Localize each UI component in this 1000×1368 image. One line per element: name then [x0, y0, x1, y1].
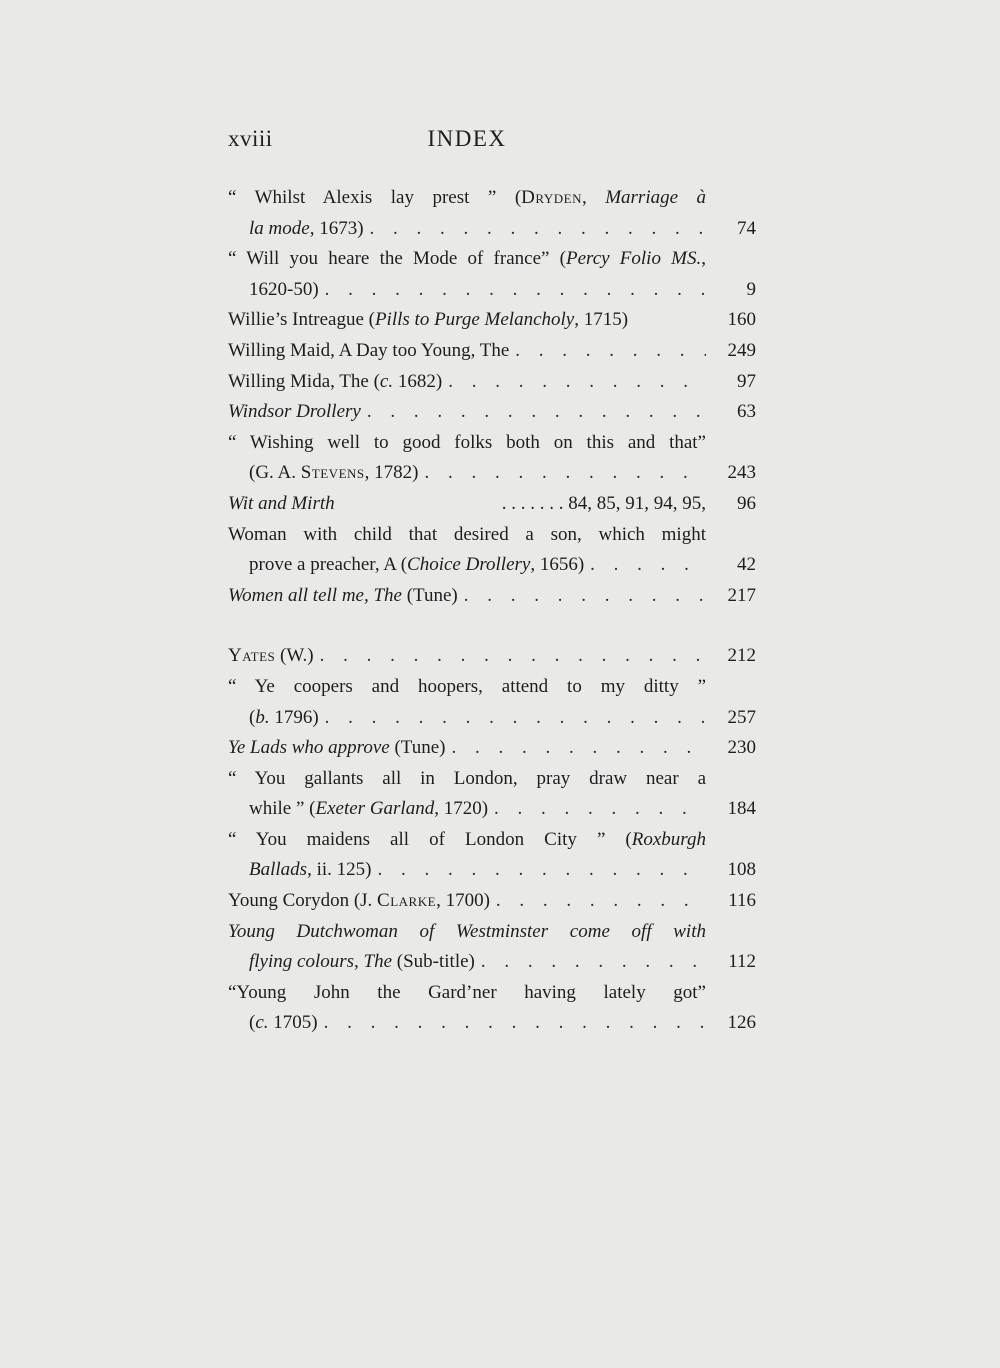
- entry-line: (c. 1705) . . . 126: [228, 1008, 706, 1039]
- dot-leader: [509, 336, 706, 367]
- index-entry: [228, 367, 756, 398]
- entry-line: Women all tell me, The (Tune) . . . 217: [228, 581, 706, 612]
- dot-leader: [371, 855, 706, 886]
- dot-leader: [442, 367, 706, 398]
- page-reference: 97: [737, 370, 756, 392]
- entry-line: Young Dutchwoman of Westminster come off with: [228, 920, 706, 942]
- entry-line: (G. A. Stevens, 1782) . . . 243: [228, 458, 706, 489]
- entry-line: Yates (W.) . . . 212: [228, 641, 706, 672]
- entry-line: “ Whilst Alexis lay prest ” (Dryden, Marriage à: [228, 187, 707, 208]
- entry-line: Woman with child that desired a son, which might: [228, 523, 706, 545]
- index-entry: [228, 825, 756, 886]
- entry-line: “ Wishing well to good folks both on this and that”: [228, 431, 706, 453]
- entry-line: “Young John the Gard’ner having lately got”: [228, 981, 706, 1003]
- index-list: [228, 183, 756, 1039]
- index-entry: [228, 489, 756, 520]
- section-gap: [228, 611, 706, 641]
- dot-leader: [584, 550, 706, 581]
- entry-line: 1620-50) . . . 9: [228, 275, 706, 306]
- index-entry: [228, 397, 756, 428]
- index-entry: [228, 641, 756, 672]
- dot-leader: [361, 397, 706, 428]
- dot-leader: [319, 703, 706, 734]
- page-reference: 42: [737, 554, 756, 576]
- page-reference: 184: [727, 798, 756, 820]
- entry-line: la mode, 1673) . . . 74: [228, 214, 706, 245]
- page-reference: 126: [727, 1012, 756, 1034]
- dot-leader: [418, 458, 706, 489]
- entry-line: “ Will you heare the Mode of france” (Percy Folio MS.,: [228, 248, 706, 270]
- index-entry: [228, 336, 756, 367]
- dot-leader: [314, 641, 706, 672]
- entry-line: (b. 1796) . . . 257: [228, 703, 706, 734]
- entry-line: Ye Lads who approve (Tune) . . . 230: [228, 733, 706, 764]
- index-entry: [228, 978, 756, 1039]
- dot-leader: [445, 733, 706, 764]
- index-entry: [228, 764, 756, 825]
- page-reference: 74: [737, 217, 756, 239]
- dot-leader: [490, 886, 706, 917]
- running-title: INDEX: [427, 126, 507, 151]
- dot-leader: [488, 794, 706, 825]
- index-entry: [228, 672, 756, 733]
- index-entry: [228, 183, 756, 244]
- page-reference: 249: [727, 339, 756, 361]
- page-reference: 160: [727, 309, 756, 331]
- entry-line: prove a preacher, A (Choice Drollery, 1656) . . . 42: [228, 550, 706, 581]
- entry-line: flying colours, The (Sub-title) . . . 112: [228, 947, 706, 978]
- page-reference: 212: [727, 645, 756, 667]
- page-reference: 108: [727, 859, 756, 881]
- entry-line: Willie’s Intreague (Pills to Purge Melancholy, 1715) 160: [228, 305, 706, 336]
- page-reference: 230: [727, 737, 756, 759]
- index-entry: [228, 244, 756, 305]
- dot-leader: [364, 214, 706, 245]
- entry-line: “ You maidens all of London City ” (Roxburgh: [228, 828, 706, 850]
- index-entry: [228, 520, 756, 581]
- index-entry: [228, 733, 756, 764]
- entry-line: Young Corydon (J. Clarke, 1700) . . . 116: [228, 886, 706, 917]
- page-reference: 9: [746, 278, 756, 300]
- entry-line: Windsor Drollery . . . 63: [228, 397, 706, 428]
- page-reference: 63: [737, 401, 756, 423]
- page-reference: 217: [727, 584, 756, 606]
- entry-line: “ Ye coopers and hoopers, attend to my ditty ”: [228, 675, 706, 697]
- page-number: xviii: [228, 126, 273, 151]
- page-header: [228, 126, 706, 160]
- page-reference: 96: [737, 492, 756, 514]
- entry-line: Willing Mida, The (c. 1682) . . . 97: [228, 367, 706, 398]
- entry-line: Willing Maid, A Day too Young, The . . . 249: [228, 336, 706, 367]
- entry-line: “ You gallants all in London, pray draw near a: [228, 767, 706, 789]
- dot-leader: [475, 947, 706, 978]
- page-reference: 116: [728, 890, 756, 912]
- index-entry: [228, 886, 756, 917]
- entry-line: while ” (Exeter Garland, 1720) . . . 184: [228, 794, 706, 825]
- index-entry: [228, 305, 756, 336]
- index-entry: [228, 428, 756, 489]
- index-entry: [228, 581, 756, 612]
- entry-line: Ballads, ii. 125) . . . 108: [228, 855, 706, 886]
- dot-leader: [318, 1008, 706, 1039]
- page-reference: 112: [728, 951, 756, 973]
- page-reference: 257: [727, 706, 756, 728]
- entry-line: Wit and Mirth . . . . . . . 84, 85, 91, 94, 95, 96: [228, 489, 706, 520]
- dot-leader: [319, 275, 706, 306]
- dot-leader: [458, 581, 706, 612]
- page-reference: 243: [727, 462, 756, 484]
- index-entry: [228, 917, 756, 978]
